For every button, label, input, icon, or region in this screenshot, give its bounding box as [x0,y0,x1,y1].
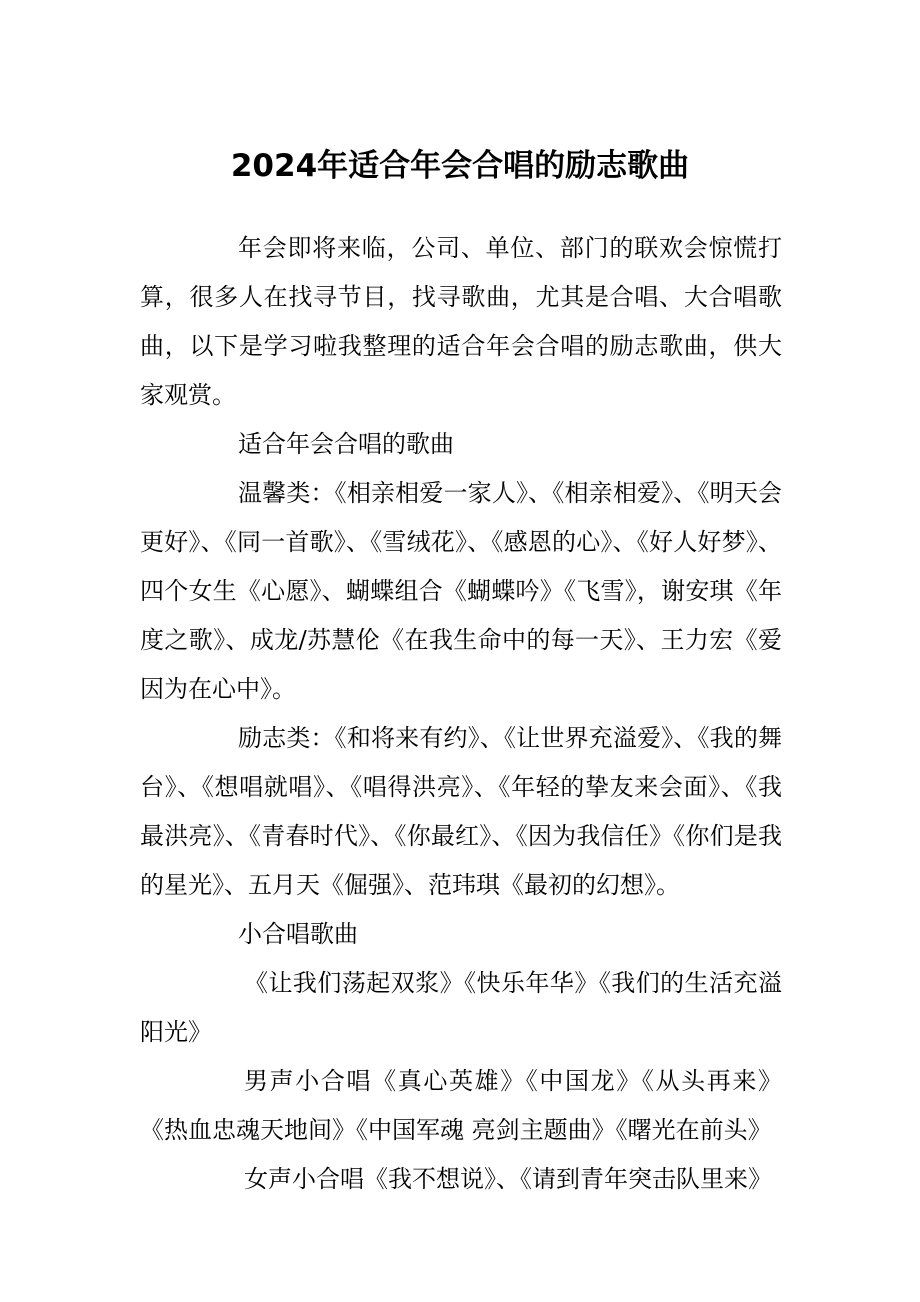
section-heading-year-end-songs: 适合年会合唱的歌曲 [238,430,454,458]
section-heading-small-chorus: 小合唱歌曲 [238,920,358,948]
intro-paragraph: 年会即将来临，公司、单位、部门的联欢会惊慌打算，很多人在找寻节目，找寻歌曲，尤其是合唱、大合唱歌曲，以下是学习啦我整理的适合年会合唱的励志歌曲，供大家观赏。 [140,234,782,409]
inspirational-songs-paragraph: 励志类：《和将来有约》、《让世界充溢爱》、《我的舞台》、《想唱就唱》、《唱得洪亮》、《年轻的挚友来会面》、《我最洪亮》、《青春时代》、《你最红》、《因为我信任》《你们是我的星光》、五月天《倔强》、范玮琪《最初的幻想》。 [140,724,782,899]
female-chorus-paragraph: 女声小合唱《我不想说》、《请到青年突击队里来》 [244,1165,772,1193]
small-chorus-songs-paragraph: 《让我们荡起双浆》《快乐年华》《我们的生活充溢阳光》 [140,969,782,1046]
warm-songs-paragraph: 温馨类：《相亲相爱一家人》、《相亲相爱》、《明天会更好》、《同一首歌》、《雪绒花》、《感恩的心》、《好人好梦》、四个女生《心愿》、蝴蝶组合《蝴蝶吟》《飞雪》，谢安琪《年度之歌》、成龙/苏慧伦《在我生命中的每一天》、王力宏《爱因为在心中》。 [140,479,782,703]
male-chorus-paragraph: 男声小合唱《真心英雄》《中国龙》《从头再来》《热血忠魂天地间》《中国军魂 亮剑主题曲》《曙光在前头》 [140,1067,782,1144]
document-body [140,224,782,1204]
document-title: 2024年适合年会合唱的励志歌曲 [230,148,690,184]
